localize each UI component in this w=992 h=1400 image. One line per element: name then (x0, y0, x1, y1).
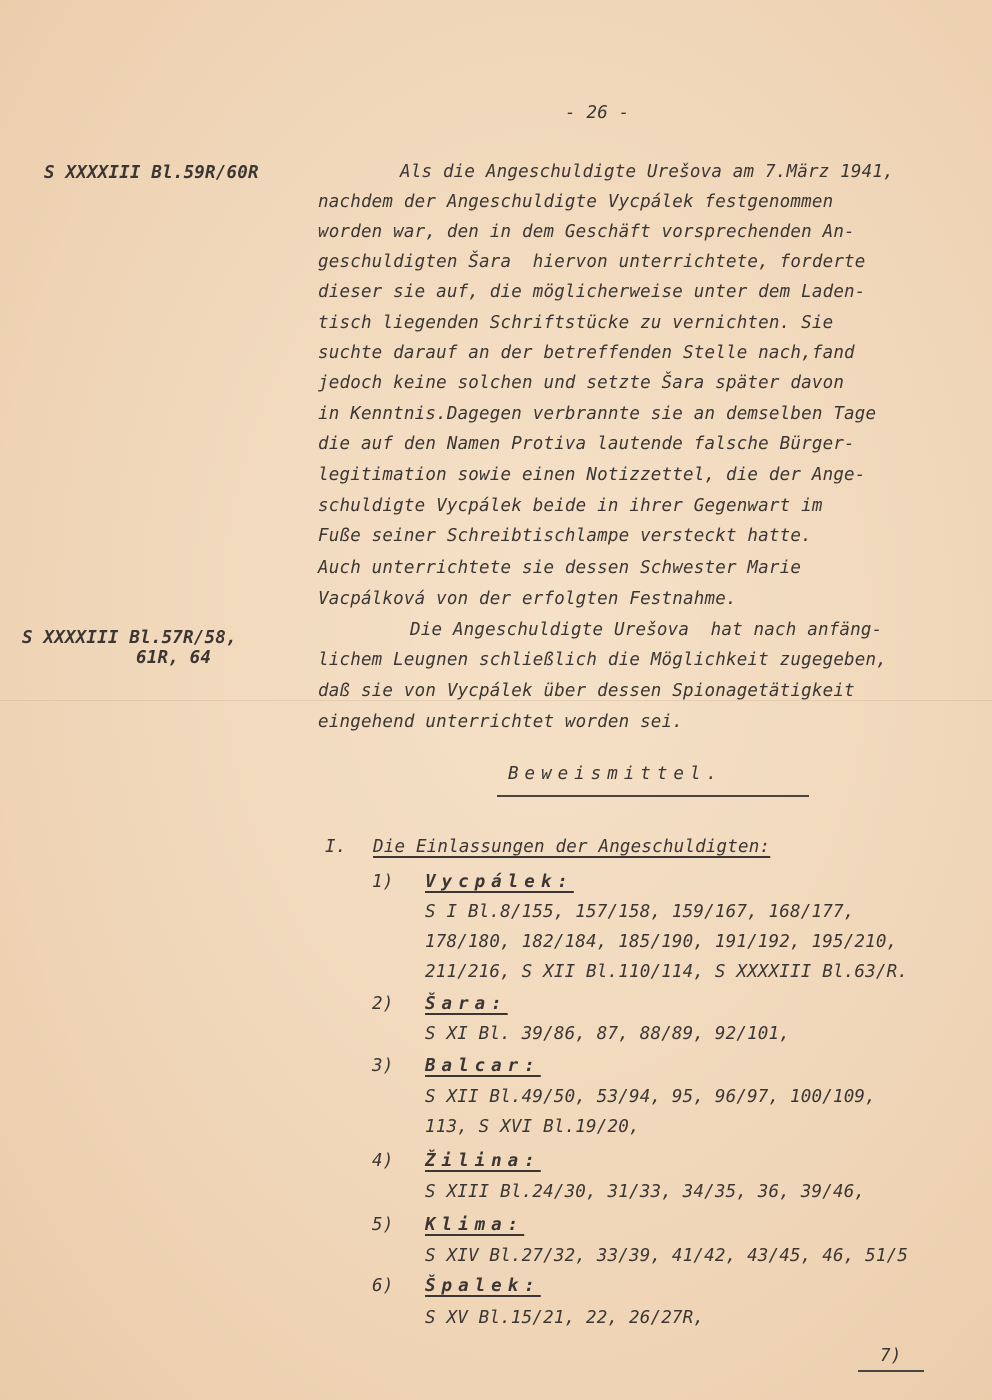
list-numeral: I. (325, 837, 347, 857)
item-number: 3) (372, 1056, 394, 1076)
item-refs: S XV Bl.15/21, 22, 26/27R, (425, 1308, 705, 1328)
continuation-marker: 7) (880, 1346, 902, 1366)
item-number: 5) (372, 1215, 394, 1235)
continuation-underline (858, 1370, 924, 1372)
item-number: 1) (372, 872, 394, 892)
paragraph-line: Als die Angeschuldigte Urešova am 7.März 1941, (400, 162, 894, 182)
paragraph-line: daß sie von Vycpálek über dessen Spionagetätigkeit (318, 681, 855, 701)
item-name: Balcar: (425, 1056, 541, 1076)
paragraph-line: tisch liegenden Schriftstücke zu vernichten. Sie (318, 313, 834, 333)
item-refs: 211/216, S XII Bl.110/114, S XXXXIII Bl.63/R. (425, 962, 909, 982)
paragraph-line: jedoch keine solchen und setzte Šara später davon (318, 373, 845, 393)
item-refs: S XI Bl. 39/86, 87, 88/89, 92/101, (425, 1024, 791, 1044)
paragraph-line: die auf den Namen Protiva lautende falsche Bürger- (318, 434, 855, 454)
item-refs: S XIII Bl.24/30, 31/33, 34/35, 36, 39/46, (425, 1182, 866, 1202)
paragraph-line: legitimation sowie einen Notizzettel, die der Ange- (318, 465, 866, 485)
paragraph-line: Fuße seiner Schreibtischlampe versteckt hatte. (318, 526, 812, 546)
page-number: - 26 - (565, 103, 630, 123)
paragraph-line: Vacpálková von der erfolgten Festnahme. (318, 589, 737, 609)
item-number: 4) (372, 1151, 394, 1171)
margin-reference: S XXXXIII Bl.59R/60R (44, 163, 259, 183)
paragraph-line: worden war, den in dem Geschäft vorsprechenden An- (318, 222, 855, 242)
paragraph-line: Die Angeschuldigte Urešova hat nach anfäng- (410, 620, 883, 640)
paragraph-line: geschuldigten Šara hiervon unterrichtete, forderte (318, 252, 866, 272)
paragraph-line: in Kenntnis.Dagegen verbrannte sie an demselben Tage (318, 404, 877, 424)
paragraph-line: nachdem der Angeschuldigte Vycpálek festgenommen (318, 192, 834, 212)
item-refs: 178/180, 182/184, 185/190, 191/192, 195/210, (425, 932, 898, 952)
paragraph-line: dieser sie auf, die möglicherweise unter dem Laden- (318, 282, 866, 302)
item-refs: S XII Bl.49/50, 53/94, 95, 96/97, 100/109, (425, 1087, 876, 1107)
paragraph-line: schuldigte Vycpálek beide in ihrer Gegenwart im (318, 496, 823, 516)
paragraph-line: suchte darauf an der betreffenden Stelle nach,fand (318, 343, 855, 363)
item-number: 6) (372, 1276, 394, 1296)
item-name: Klima: (425, 1215, 525, 1235)
heading-underline (497, 795, 809, 797)
item-refs: S XIV Bl.27/32, 33/39, 41/42, 43/45, 46, 51/5 (425, 1246, 909, 1266)
item-number: 2) (372, 994, 394, 1014)
item-name: Špalek: (425, 1276, 541, 1296)
item-refs: 113, S XVI Bl.19/20, (425, 1117, 640, 1137)
item-refs: S I Bl.8/155, 157/158, 159/167, 168/177, (425, 902, 855, 922)
item-name: Žilina: (425, 1151, 541, 1171)
margin-reference: 61R, 64 (136, 648, 212, 668)
list-heading: Die Einlassungen der Angeschuldigten: (373, 837, 771, 857)
item-name: Šara: (425, 994, 508, 1014)
section-heading: Beweismittel. (508, 764, 723, 784)
paragraph-line: eingehend unterrichtet worden sei. (318, 712, 684, 732)
paragraph-line: lichem Leugnen schließlich die Möglichkeit zugegeben, (318, 650, 888, 670)
item-name: Vycpálek: (425, 872, 574, 892)
paragraph-line: Auch unterrichtete sie dessen Schwester Marie (318, 558, 802, 578)
margin-reference: S XXXXIII Bl.57R/58, (22, 628, 237, 648)
